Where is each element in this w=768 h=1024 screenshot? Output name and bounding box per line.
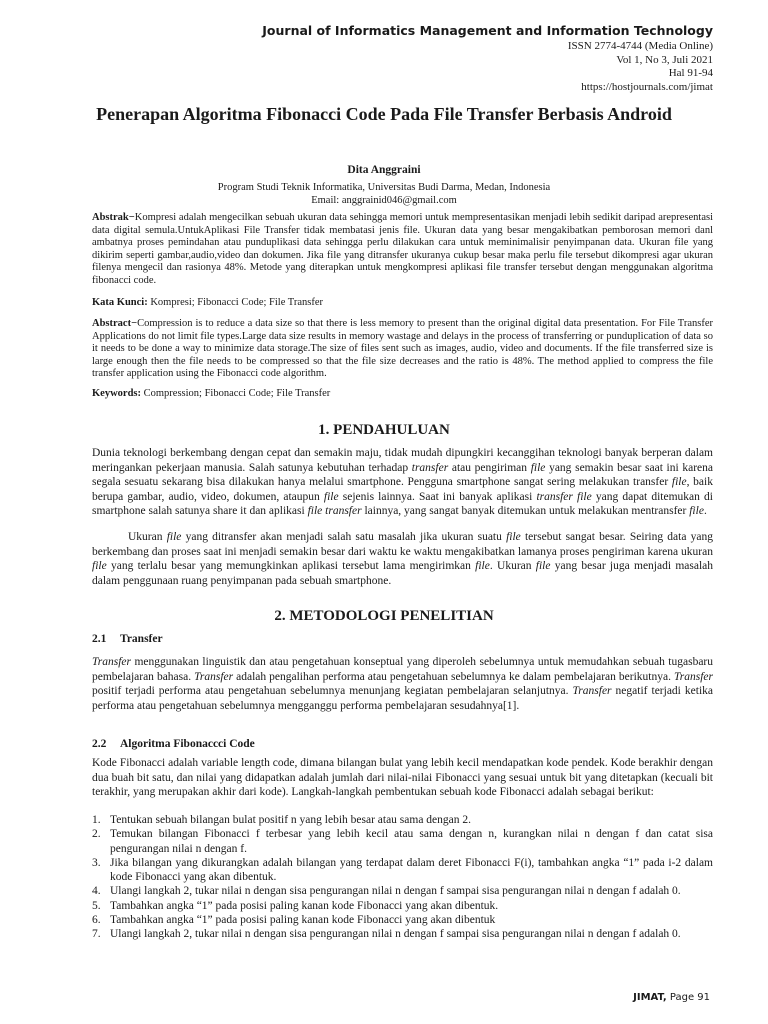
kata-kunci <box>92 297 713 310</box>
text-run: Ukuran <box>128 531 167 543</box>
abstrak <box>92 212 713 288</box>
journal-name: Journal of Informatics Management and Information Technology <box>262 23 713 38</box>
list-item <box>92 927 713 941</box>
text-run: yang terlalu besar yang memungkinkan aplikasi tersebut lama mengirimkan <box>106 560 476 572</box>
paragraph-pendahuluan-2 <box>92 530 713 588</box>
list-item <box>92 899 713 913</box>
list-item-number: 5. <box>92 899 101 912</box>
abstrak-label: Abstrak− <box>92 212 135 223</box>
text-run: atau pengiriman <box>448 461 531 474</box>
page-footer <box>633 992 710 1003</box>
list-item-number: 7. <box>92 928 101 941</box>
list-item-text: Jika bilangan yang dikurangkan adalah bilangan yang terdapat dalam deret Fibonacci F(i), tambahkan angka “1” pada i-2 dalam kode Fibonacci yang akan dibentuk. <box>110 856 713 884</box>
list-item <box>92 856 713 885</box>
text-run-italic: file <box>92 560 107 572</box>
subsection-number: 2.2 <box>92 738 107 750</box>
section-heading-metodologi: 2. METODOLOGI PENELITIAN <box>274 608 494 624</box>
text-run-italic: file <box>535 560 551 572</box>
text-run: positif terjadi performa atau pengetahuan sebelumnya menunjang kegiatan pembelajaran selanjutnya. <box>92 685 573 697</box>
text-run: negatif terjadi ketika performa atau pengetahuan sebelumnya mengganggu performa pembelajaran sesudahnya[1]. <box>92 685 713 712</box>
subsection-heading-fibonacci <box>92 738 255 750</box>
keywords-label: Keywords: <box>92 388 141 399</box>
footer-journal: JIMAT, <box>633 992 667 1003</box>
text-run-italic: file <box>689 505 704 517</box>
text-run-italic: file <box>671 476 687 488</box>
list-item-text: Tambahkan angka “1” pada posisi paling kanan kode Fibonacci yang akan dibentuk <box>110 914 496 927</box>
affiliation-text: Program Studi Teknik Informatika, Universitas Budi Darma, Medan, Indonesia <box>217 182 551 193</box>
text-run: . <box>703 505 707 517</box>
footer-page-number: Page 91 <box>666 992 710 1003</box>
subsection-heading-transfer <box>92 633 163 645</box>
text-run-italic: file <box>506 531 521 543</box>
issn: ISSN 2774-4744 (Media Online) <box>567 40 713 52</box>
text-run-italic: file transfer <box>307 505 362 517</box>
list-item-number: 2. <box>92 828 101 841</box>
keywords <box>92 388 713 401</box>
text-run: adalah pengalihan performa atau pengetahuan sebelumnya ke dalam pembelajaran berikutnya. <box>233 670 674 683</box>
text-run: yang dapat ditemukan di smartphone salah satunya share it dan aplikasi <box>92 490 713 517</box>
list-item <box>92 813 713 827</box>
text-run-italic: transfer file <box>536 490 592 503</box>
kata-kunci-text: Kompresi; Fibonacci Code; File Transfer <box>147 297 323 308</box>
list-item-number: 6. <box>92 914 101 927</box>
journal-url: https://hostjournals.com/jimat <box>581 80 713 93</box>
list-item <box>92 884 713 898</box>
author-email: Email: anggrainid046@gmail.com <box>311 195 457 206</box>
text-run: yang ditransfer akan menjadi salah satu masalah jika ukuran suatu <box>181 531 507 543</box>
text-run-italic: Transfer <box>673 670 713 683</box>
text-run: , baik berupa gambar, audio, video, dokumen, ataupun <box>92 476 713 503</box>
author-name: Dita Anggraini <box>347 164 421 176</box>
subsection-title: Transfer <box>120 633 163 645</box>
abstract-text: Compression is to reduce a data size so that there is less memory to present than the original digital data presentation. For File Transfer Applications do not limit file types.Large data size results in memory wastage and delays in the process of transferring or punduplication of data so it needs to be done a way to minimize data storage.The size of files sent such as images, audio, video and documents. If the file transferred size is large enough then the file needs to be compressed so that the file size decreases and the ratio is 48%. The method applied to compress the file transfer application using the Fibonacci code algorithm. <box>92 318 713 380</box>
abstrak-text: Kompresi adalah mengecilkan sebuah ukuran data sehingga memori untuk mempresentasikan menjadi lebih sedikit daripad arepresentasi data digital semula.UntukAplikasi File Transfer tidak membatasi jenis file. Ukuran data yang besar mengakibatkan pemborosan memori danl ambatnya proses pemindahan atau punduplikasi data sehingga perlu dilakukan cara untuk meminimalisir penyimpanan data. Ukuran file yang dikirim seperti gambar,audio,video dan dokumen. Jika file yang ditransfer ukuranya cukup besar maka perlu file tersebut dikompresi agar ukuran filenya mengecil dan rasionya 48%. Metode yang diterapkan untuk mengkompresi aplikasi file transfer tersebut dengan menggunakan algoritma fibonacci code. <box>92 212 713 286</box>
paragraph-pendahuluan-1 <box>92 446 713 519</box>
page-range: Hal 91-94 <box>668 67 713 79</box>
abstract-label: Abstract− <box>92 318 138 329</box>
text-run: yang besar juga menjadi masalah dalam penggunaan ruang penyimpanan pada sebuah smartphone. <box>92 560 714 587</box>
section-heading-pendahuluan: 1. PENDAHULUAN <box>318 422 450 438</box>
paragraph-fibonacci-intro: Kode Fibonacci adalah variable length code, dimana bilangan bulat yang lebih kecil mendapatkan kode pendek. Kode berakhir dengan dua buah bit satu, dan nilai yang didapatkan adalah jumlah dari nilai-nilai Fibonacci yang sesuai untuk bit yang ditetapkan (kecuali bit terakhir, yang merupakan akhir dari kode). Langkah-langkah pembentukan sebuah kode Fibonacci adalah sebagai berikut: <box>92 757 713 798</box>
text-run: sejenis lainnya. Saat ini banyak aplikasi <box>338 490 537 503</box>
journal-header <box>262 22 713 94</box>
list-item-text: Temukan bilangan Fibonacci f terbesar yang lebih kecil atau sama dengan n, kurangkan nilai n dengan f dan catat sisa pengurangan nilai n dengan f. <box>110 828 713 855</box>
list-item-number: 4. <box>92 885 101 898</box>
abstract <box>92 318 713 381</box>
list-item-text: Ulangi langkah 2, tukar nilai n dengan sisa pengurangan nilai n dengan f sampai sisa pengurangan nilai n dengan f adalah 0. <box>110 928 681 941</box>
text-run: yang semakin besar saat ini karena segala sesuatu sekarang bisa dilakukan hanya melalui smartphone. Pengguna smartphone sangat sering melakukan transfer <box>92 461 713 488</box>
volume: Vol 1, No 3, Juli 2021 <box>616 53 713 66</box>
keywords-text: Compression; Fibonacci Code; File Transfer <box>141 388 331 399</box>
subsection-number: 2.1 <box>92 633 107 645</box>
text-run-italic: transfer <box>411 461 449 474</box>
text-run: lainnya, yang sangat banyak ditemukan untuk melakukan mentransfer <box>361 505 690 517</box>
kata-kunci-label: Kata Kunci: <box>92 297 148 308</box>
subsection-title: Algoritma Fibonaccci Code <box>120 738 255 750</box>
paragraph-transfer <box>92 655 713 713</box>
paper-title: Penerapan Algoritma Fibonacci Code Pada File Transfer Berbasis Android <box>96 104 672 124</box>
text-run-italic: file <box>166 531 182 543</box>
list-item-text: Tentukan sebuah bilangan bulat positif n yang lebih besar atau sama dengan 2. <box>110 814 472 826</box>
list-item-text: Ulangi langkah 2, tukar nilai n dengan sisa pengurangan nilai n dengan f sampai sisa pengurangan nilai n dengan f adalah 0. <box>110 885 681 898</box>
list-item-text: Tambahkan angka “1” pada posisi paling kanan kode Fibonacci yang akan dibentuk. <box>110 899 499 912</box>
list-item-number: 1. <box>92 814 101 826</box>
text-run-italic: Transfer <box>572 685 612 697</box>
text-run-italic: Transfer <box>92 656 131 668</box>
text-run-italic: file <box>323 490 339 503</box>
text-run: Dunia teknologi berkembang dengan cepat dan semakin maju, tidak mudah dipungkiri kecanggihan teknologi banyak berperan dalam meringankan pekerjaan manusia. Salah satunya kebutuhan terhadap <box>92 447 713 474</box>
text-run: . Ukuran <box>489 560 536 572</box>
text-run-italic: file <box>475 560 490 572</box>
list-item-number: 3. <box>92 856 101 869</box>
text-run: tersebut sangat besar. Seiring data yang berkembang dan proses saat ini menjadi semakin besar dari waktu ke waktu mengakibatkan lamanya proses pengiriman karena ukuran <box>92 531 713 558</box>
text-run-italic: Transfer <box>194 670 234 683</box>
text-run: menggunakan linguistik dan atau pengetahuan konseptual yang diperoleh sebelumnya untuk memudahkan sebuah tugasbaru pembelajaran bahasa. <box>92 656 713 683</box>
list-item <box>92 827 713 856</box>
list-item <box>92 913 713 927</box>
fibonacci-steps-list <box>92 813 713 942</box>
text-run-italic: file <box>530 461 546 474</box>
affiliation <box>0 181 768 207</box>
